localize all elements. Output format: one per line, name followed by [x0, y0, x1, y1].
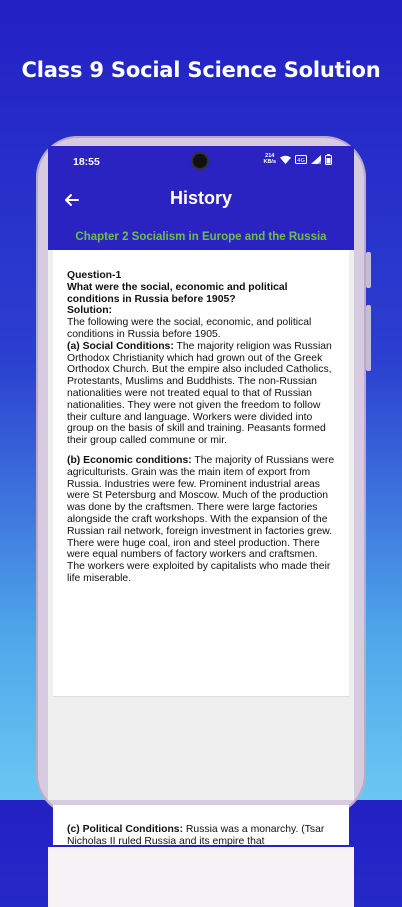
status-time: 18:55: [73, 156, 100, 168]
battery-icon: [325, 154, 332, 165]
status-icons: [263, 154, 332, 165]
signal-icon: [311, 155, 321, 164]
economic-text: The majority of Russians were agriculturists. Grain was the main item of export from Russia. Industries were few. Prominent industrial areas were St Petersburg and Moscow. Much of the production was done by the craftsmen. There were large factories alongside the craft workshops. With the expansion of the Russian rail network, foreign investment in factories grew. There were huge coal, iron and steel production. There were equal numbers of factory workers and craftsmen. The workers were exploited by capitalists who made their life miserable.: [67, 454, 335, 584]
political-heading: (c) Political Conditions:: [67, 824, 184, 835]
network-speed: 214 KB/s: [263, 153, 276, 165]
promo-title: Class 9 Social Science Solution: [21, 58, 381, 82]
power-button: [366, 305, 371, 371]
social-heading: (a) Social Conditions:: [67, 340, 174, 352]
next-section-card: [53, 805, 349, 845]
question-label: Question-1: [67, 270, 122, 281]
volume-button: [366, 252, 371, 288]
bottom-bar: [48, 847, 354, 907]
question-article: [67, 270, 335, 593]
political-text: Russia was a monarchy. (Tsar Nicholas II ruled Russia and its empire that: [67, 824, 325, 847]
solution-intro: The following were the social, economic, and political conditions in Russia before 1905.: [67, 317, 312, 340]
app-screen: [48, 146, 354, 847]
political-paragraph: [53, 805, 349, 848]
economic-paragraph: [67, 455, 335, 585]
chapter-title: Chapter 2 Socialism in Europe and the Russia: [75, 231, 327, 243]
social-text: The majority religion was Russian Orthodox Christianity which had grown out of the Greek Orthodox Church. But the empire also included Catholics, Protestants, Muslims and Buddhists. The non-Russian nationalities were not treated equal to that of Russian nationalities. They were not given the freedom to follow their culture and language. Workers were divided into group on the basis of skill and training. Peasants formed their group called commune or mir.: [67, 340, 332, 447]
svg-text:4G: 4G: [297, 157, 305, 164]
page-title: History: [169, 188, 232, 208]
network-4g-icon: [295, 155, 307, 164]
economic-heading: (b) Economic conditions:: [67, 454, 192, 466]
front-camera: [193, 154, 207, 168]
social-paragraph: [67, 341, 335, 447]
question-text: What were the social, economic and political conditions in Russia before 1905?: [67, 281, 288, 305]
solution-label: Solution:: [67, 305, 113, 317]
wifi-icon: [280, 155, 291, 164]
